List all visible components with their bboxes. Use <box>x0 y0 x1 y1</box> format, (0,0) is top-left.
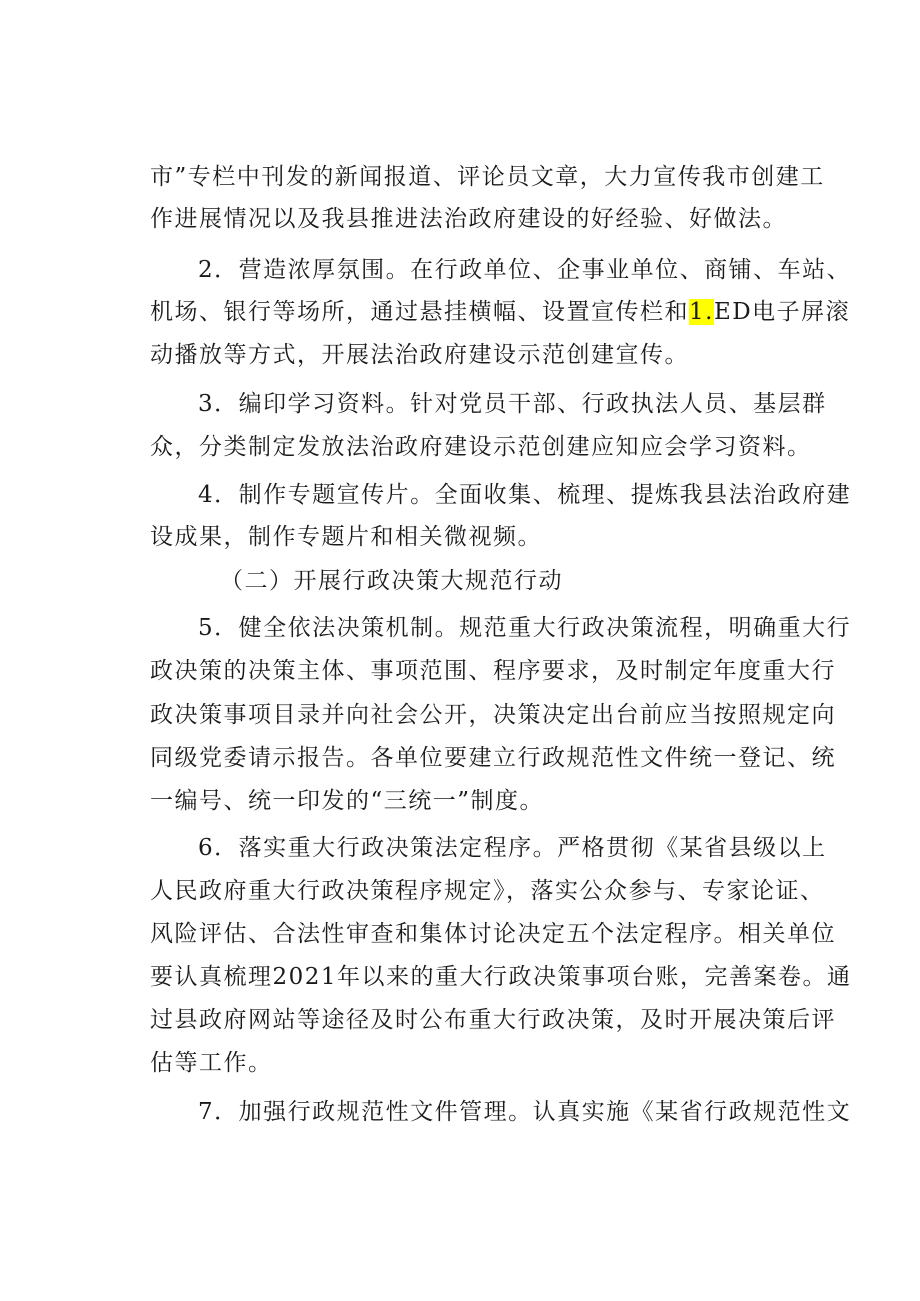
highlighted-text: 1. <box>689 299 714 325</box>
item-6-line-4: 要认真梳理2021年以来的重大行政决策事项台账，完善案卷。通 <box>150 964 852 990</box>
item-5-line-1: 5．健全依法决策机制。规范重大行政决策流程，明确重大行 <box>198 615 852 641</box>
item-6-line-5: 过县政府网站等途径及时公布重大行政决策，及时开展决策后评 <box>150 1007 836 1033</box>
item-5-line-4: 同级党委请示报告。各单位要建立行政规范性文件统一登记、统 <box>150 745 836 771</box>
item-6-line-6: 估等工作。 <box>150 1050 273 1076</box>
item-2-line-3: 动播放等方式，开展法治政府建设示范创建宣传。 <box>150 342 689 368</box>
item-6-line-3: 风险评估、合法性审查和集体讨论决定五个法定程序。相关单位 <box>150 921 836 947</box>
item-6-line-1: 6．落实重大行政决策法定程序。严格贯彻《某省县级以上 <box>198 835 827 861</box>
item-5-line-5: 一编号、统一印发的“三统一”制度。 <box>150 788 545 814</box>
item-5-line-2: 政决策的决策主体、事项范围、程序要求，及时制定年度重大行 <box>150 658 836 684</box>
item-3-line-1: 3．编印学习资料。针对党员干部、行政执法人员、基层群 <box>198 391 827 417</box>
item-2-line-2-tail: ED电子屏滚 <box>713 299 851 325</box>
section-heading: （二）开展行政决策大规范行动 <box>220 568 563 594</box>
body-line-2: 作进展情况以及我县推进法治政府建设的好经验、好做法。 <box>150 206 787 232</box>
item-4-line-1: 4．制作专题宣传片。全面收集、梳理、提炼我县法治政府建 <box>198 482 852 508</box>
item-4-line-2: 设成果，制作专题片和相关微视频。 <box>150 524 542 550</box>
item-2-line-2-text: 机场、银行等场所，通过悬挂横幅、设置宣传栏和 <box>150 299 689 325</box>
item-7-line-1: 7．加强行政规范性文件管理。认真实施《某省行政规范性文 <box>198 1099 852 1125</box>
item-5-line-3: 政决策事项目录并向社会公开，决策决定出台前应当按照规定向 <box>150 702 836 728</box>
item-2-line-1: 2．营造浓厚氛围。在行政单位、企事业单位、商铺、车站、 <box>198 257 852 283</box>
item-3-line-2: 众，分类制定发放法治政府建设示范创建应知应会学习资料。 <box>150 434 812 460</box>
item-2-line-2 <box>150 297 851 327</box>
item-6-line-2: 人民政府重大行政决策程序规定》，落实公众参与、专家论证、 <box>150 878 825 904</box>
body-line-1: 市”专栏中刊发的新闻报道、评论员文章，大力宣传我市创建工 <box>150 164 825 190</box>
